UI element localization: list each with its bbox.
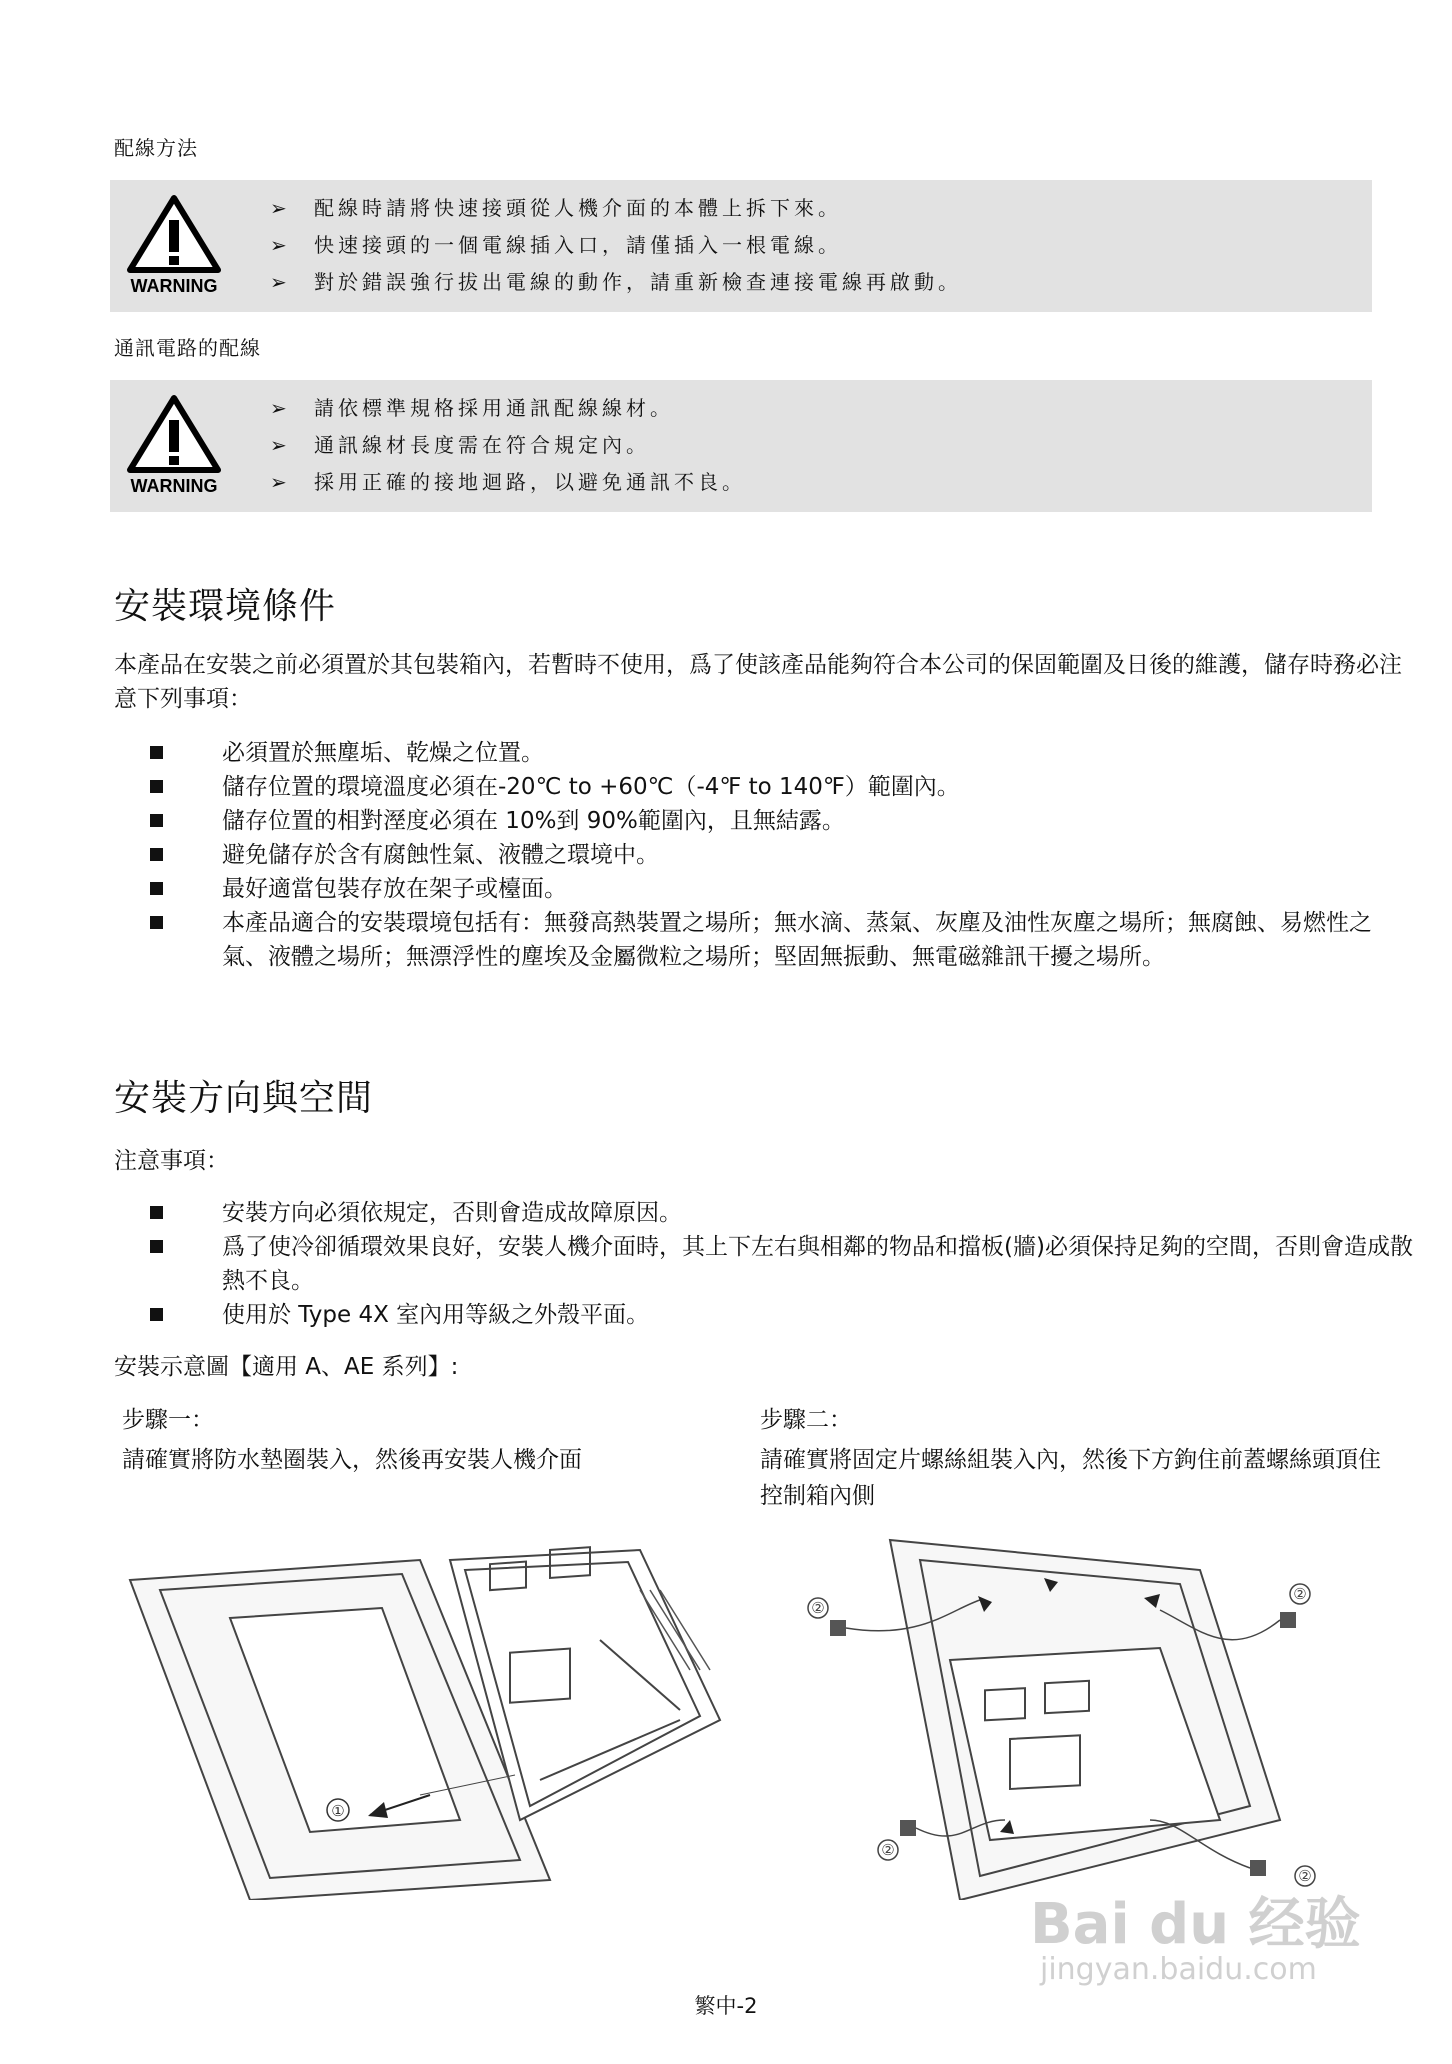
comm-warning-box	[110, 380, 1372, 512]
list-item: 儲存位置的環境溫度必須在-20℃ to +60℃（-4℉ to 140℉）範圍內。	[114, 770, 1414, 804]
arrow-icon: ➢	[270, 470, 287, 494]
square-bullet-icon	[150, 882, 163, 895]
arrow-icon: ➢	[270, 196, 287, 220]
wiring-heading: 配線方法	[114, 136, 198, 160]
list-item: 爲了使冷卻循環效果良好，安裝人機介面時，其上下左右與相鄰的物品和擋板(牆)必須保持足夠的空間，否則會造成散熱不良。	[114, 1230, 1414, 1298]
env-intro: 本產品在安裝之前必須置於其包裝箱內，若暫時不使用，爲了使該產品能夠符合本公司的保固範圍及日後的維護，儲存時務必注意下列事項：	[114, 652, 1402, 712]
step1-title: 步驟一：	[122, 1407, 214, 1433]
list-item: 儲存位置的相對溼度必須在 10%到 90%範圍內，且無結露。	[114, 804, 1414, 838]
list-item: ➢ 採用正確的接地迴路，以避免通訊不良。	[270, 464, 746, 501]
arrow-icon: ➢	[270, 233, 287, 257]
step2-illustration	[800, 1520, 1360, 1900]
orient-title: 安裝方向與空間	[114, 1078, 374, 1119]
comm-heading: 通訊電路的配線	[114, 336, 261, 360]
diagram-title: 安裝示意圖【適用 A、AE 系列】:	[114, 1354, 459, 1380]
arrow-icon: ➢	[270, 270, 287, 294]
square-bullet-icon	[150, 1240, 163, 1253]
warning-icon	[124, 194, 224, 296]
list-item: 本產品適合的安裝環境包括有：無發高熱裝置之場所；無水滴、蒸氣、灰塵及油性灰塵之場所；無腐蝕、易燃性之氣、液體之場所；無漂浮性的塵埃及金屬微粒之場所；堅固無振動、無電磁雜訊干擾之場所。	[114, 906, 1414, 974]
env-list	[114, 736, 1414, 974]
list-item: ➢ 對於錯誤強行拔出電線的動作，請重新檢查連接電線再啟動。	[270, 264, 962, 301]
list-item: 安裝方向必須依規定，否則會造成故障原因。	[114, 1196, 1414, 1230]
orient-list	[114, 1196, 1414, 1332]
orient-note: 注意事項：	[114, 1148, 229, 1174]
step1-illustration	[120, 1520, 740, 1900]
warning-label: WARNING	[130, 276, 218, 296]
wiring-warning-box	[110, 180, 1372, 312]
callout-1: ①	[331, 1802, 345, 1820]
callout-2: ②	[1298, 1867, 1312, 1885]
square-bullet-icon	[150, 746, 163, 759]
step1-text: 請確實將防水墊圈裝入，然後再安裝人機介面	[122, 1447, 582, 1473]
callout-2: ②	[811, 1599, 825, 1617]
warning-icon	[124, 394, 224, 496]
list-item: 避免儲存於含有腐蝕性氣、液體之環境中。	[114, 838, 1414, 872]
list-item: ➢ 快速接頭的一個電線插入口，請僅插入一根電線。	[270, 227, 962, 264]
arrow-icon: ➢	[270, 396, 287, 420]
baidu-watermark-logo: Bai du 经验	[1030, 1892, 1361, 1957]
square-bullet-icon	[150, 1308, 163, 1321]
env-title: 安裝環境條件	[114, 586, 337, 627]
list-item: ➢ 請依標準規格採用通訊配線線材。	[270, 390, 746, 427]
callout-2: ②	[881, 1841, 895, 1859]
arrow-icon: ➢	[270, 433, 287, 457]
step2-text: 請確實將固定片螺絲組裝入內，然後下方鉤住前蓋螺絲頭頂住控制箱內側	[760, 1447, 1381, 1509]
callout-2: ②	[1293, 1585, 1307, 1603]
warning-label: WARNING	[130, 476, 218, 496]
step2-title: 步驟二：	[760, 1407, 852, 1433]
list-item: 使用於 Type 4X 室內用等級之外殼平面。	[114, 1298, 1414, 1332]
page-number: 繁中-2	[694, 1994, 758, 2018]
baidu-watermark-url: jingyan.baidu.com	[1040, 1952, 1317, 1987]
square-bullet-icon	[150, 780, 163, 793]
wiring-warning-list	[270, 190, 962, 301]
list-item: 必須置於無塵垢、乾燥之位置。	[114, 736, 1414, 770]
list-item: ➢ 配線時請將快速接頭從人機介面的本體上拆下來。	[270, 190, 962, 227]
list-item: 最好適當包裝存放在架子或檯面。	[114, 872, 1414, 906]
square-bullet-icon	[150, 916, 163, 929]
square-bullet-icon	[150, 814, 163, 827]
list-item: ➢ 通訊線材長度需在符合規定內。	[270, 427, 746, 464]
comm-warning-list	[270, 390, 746, 501]
square-bullet-icon	[150, 1206, 163, 1219]
square-bullet-icon	[150, 848, 163, 861]
